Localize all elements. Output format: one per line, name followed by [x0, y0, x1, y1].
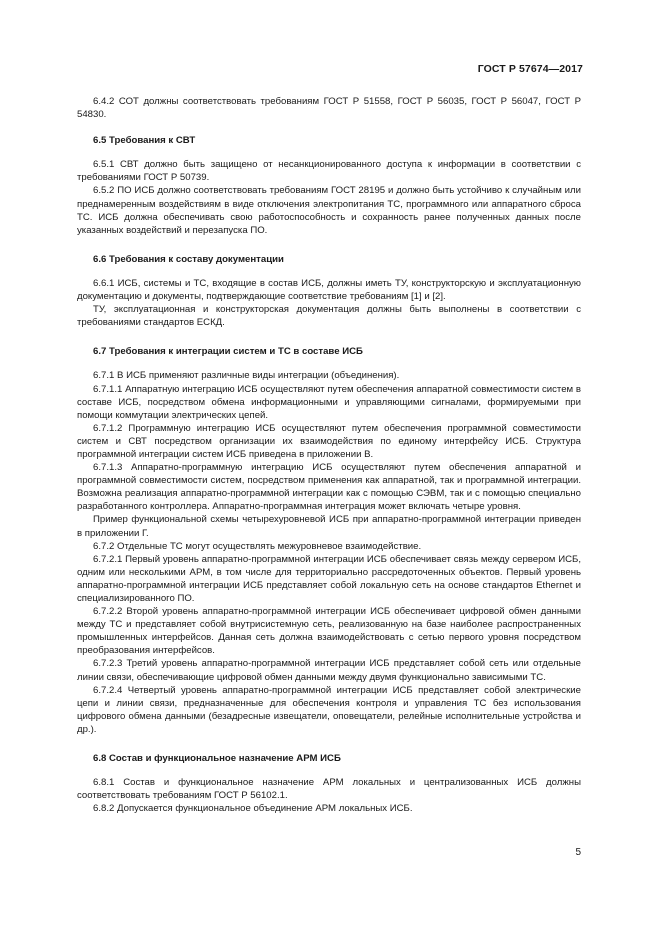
paragraph-6-7-1: 6.7.1 В ИСБ применяют различные виды интеграции (объединения). [93, 370, 400, 382]
paragraph-6-7-2: 6.7.2 Отдельные ТС могут осуществлять межуровневое взаимодействие. [93, 540, 422, 552]
paragraph-6-7-2-3: 6.7.2.3 Третий уровень аппаратно-программной интеграции ИСБ представляет собой сеть или отдельные линии связи, обеспечивающие цифровой обмен данными между двумя функционально зависимыми ТС. [77, 658, 581, 683]
paragraph-6-8-2: 6.8.2 Допускается функциональное объединение АРМ локальных ИСБ. [93, 803, 413, 815]
paragraph-6-7-2-2: 6.7.2.2 Второй уровень аппаратно-программной интеграции ИСБ обеспечивает цифровой обмен данными между ТС и представляет собой внутрисистемную сеть, реализованную на базе наиболее распространенных промышленных интерфейсов. Данная сеть должна взаимодействовать с сетью первого уровня посредством преобразования интерфейсов. [77, 606, 581, 657]
document-body [77, 95, 581, 815]
heading-6-8: 6.8 Состав и функциональное назначение АРМ ИСБ [93, 753, 341, 765]
paragraph-6-6-1: 6.6.1 ИСБ, системы и ТС, входящие в состав ИСБ, должны иметь ТУ, конструкторскую и эксплуатационную документацию и документы, подтверждающие соответствие требованиям [1] и [2]. [77, 277, 581, 303]
paragraph-6-7-1-1: 6.7.1.1 Аппаратную интеграцию ИСБ осуществляют путем обеспечения аппаратной совместимости систем в составе ИСБ, посредством обмена информационными и управляющими сигналами, формируемыми при помощи коммутации электрических цепей. [77, 383, 581, 421]
paragraph-6-5-1: 6.5.1 СВТ должно быть защищено от несанкционированного доступа к информации в соответствии с требованиями ГОСТ Р 50739. [77, 159, 581, 184]
heading-6-7: 6.7 Требования к интеграции систем и ТС в составе ИСБ [93, 346, 363, 358]
page-number: 5 [575, 847, 581, 858]
paragraph-6-6-1-continued: ТУ, эксплуатационная и конструкторская документация должны быть выполнены в соответствии с требованиями стандартов ЕСКД. [77, 304, 581, 329]
paragraph-6-4-2: 6.4.2 СОТ должны соответствовать требованиям ГОСТ Р 51558, ГОСТ Р 56035, ГОСТ Р 56047, ГОСТ Р 54830. [77, 96, 581, 121]
standard-header: ГОСТ Р 57674—2017 [477, 63, 583, 75]
paragraph-6-7-1-3-continued: Пример функциональной схемы четырехуровневой ИСБ при аппаратно-программной интеграции приведен в приложении Г. [77, 514, 581, 539]
paragraph-6-7-2-1: 6.7.2.1 Первый уровень аппаратно-программной интеграции ИСБ обеспечивает связь между сервером ИСБ, одним или несколькими АРМ, в том числе для территориально рассредоточенных объектов. Первый уровень аппаратно-программной интеграции ИСБ представляет собой локальную сеть на основе стандартов Ethernet и специализированного ПО. [77, 553, 581, 604]
paragraph-6-7-1-2: 6.7.1.2 Программную интеграцию ИСБ осуществляют путем обеспечения программной совместимости систем и СВТ посредством организации их взаимодействия по единому интерфейсу ИСБ. Структура программной интеграции систем ИСБ приведена в приложении В. [77, 422, 581, 460]
paragraph-6-8-1: 6.8.1 Состав и функциональное назначение АРМ локальных и централизованных ИСБ должны соответствовать требованиям ГОСТ Р 56102.1. [77, 777, 581, 802]
heading-6-6: 6.6 Требования к составу документации [93, 253, 284, 265]
heading-6-5: 6.5 Требования к СВТ [93, 135, 196, 147]
paragraph-6-7-2-4: 6.7.2.4 Четвертый уровень аппаратно-программной интеграции ИСБ представляет собой электрические цепи и линии связи, предназначенные для обеспечения контроля и управления ТС без использования цифрового обмена данными (безадресные извещатели, оповещатели, релейные исполнительные устройства и др.). [77, 684, 581, 735]
paragraph-6-5-2: 6.5.2 ПО ИСБ должно соответствовать требованиям ГОСТ 28195 и должно быть устойчиво к случайным или преднамеренным воздействиям в виде отключения электропитания ТС, программного или аппаратного сброса ТС. ИСБ должна обеспечивать свою работоспособность и сохранность ранее полученных данных после указанных воздействий и перезапуска ПО. [77, 185, 581, 236]
paragraph-6-7-1-3: 6.7.1.3 Аппаратно-программную интеграцию ИСБ осуществляют путем обеспечения аппаратной и программной совместимости систем, посредством применения как аппаратной, так и программной интеграции. Возможна реализация аппаратно-программной интеграции как с помощью СЭВМ, так и с помощью специально разработанного контроллера. Аппаратно-программная интеграция может включать четыре уровня. [77, 462, 581, 513]
